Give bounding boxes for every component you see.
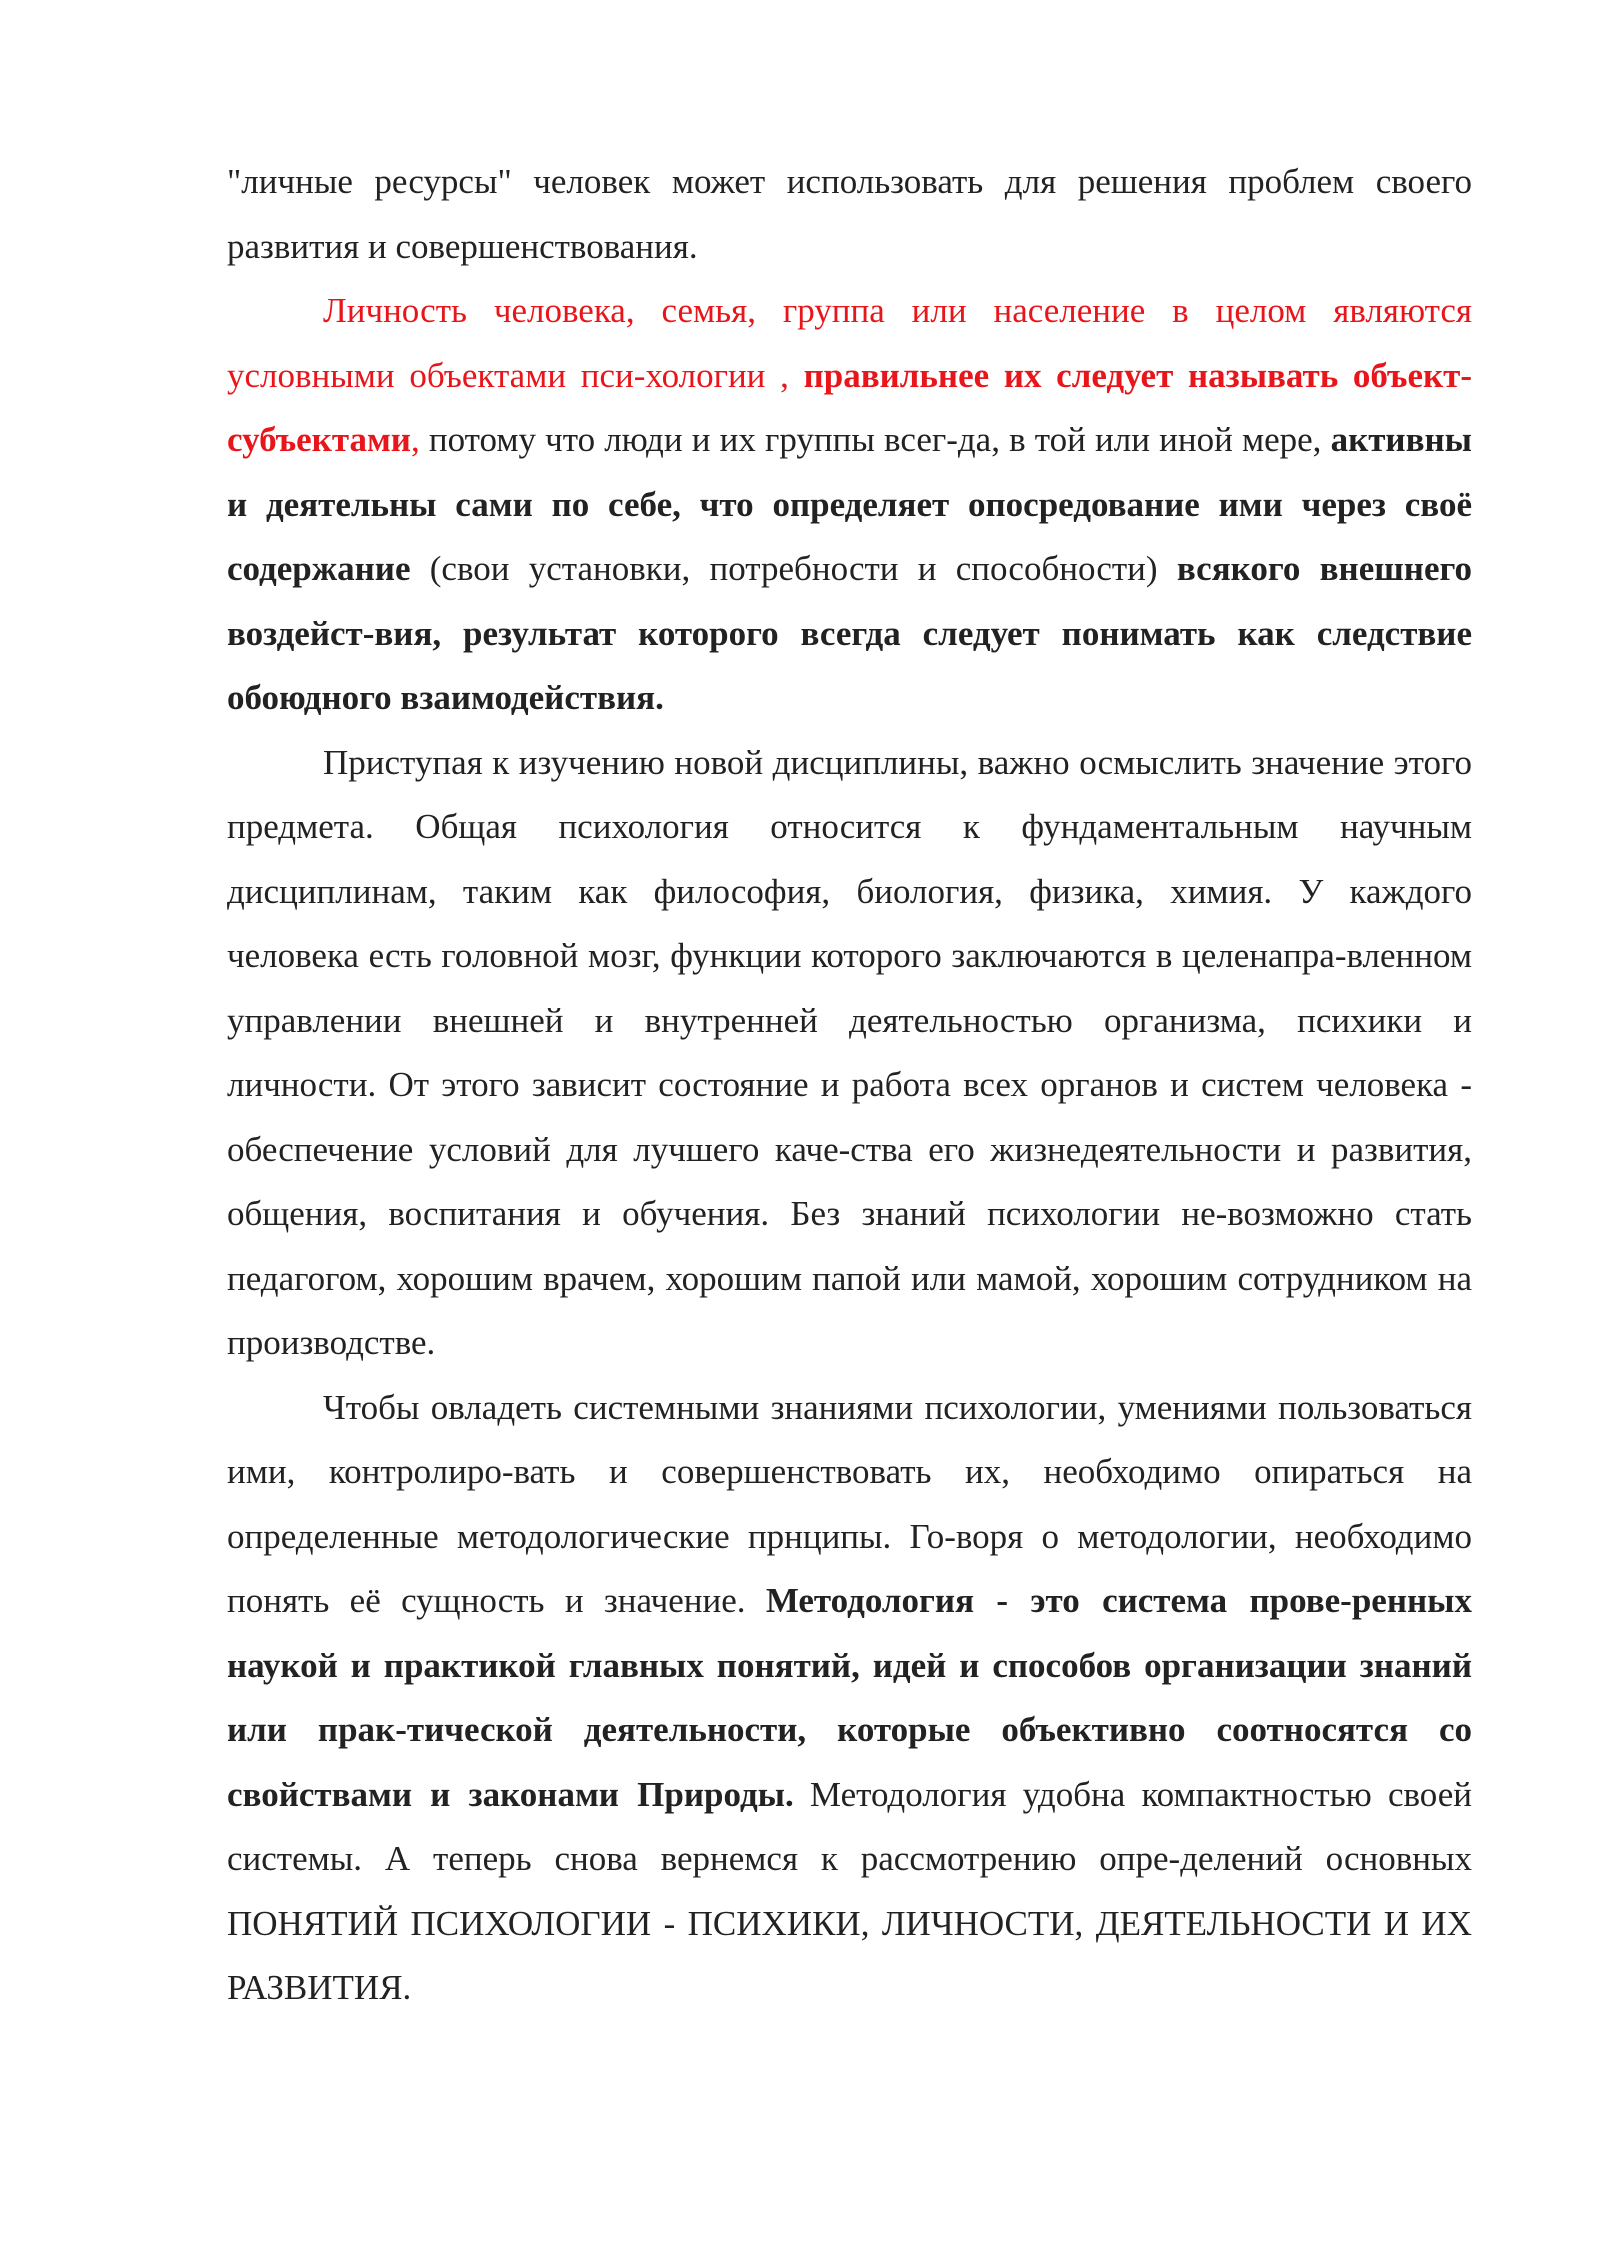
bold-text-active: активны и деятельны сами по себе, что определяет опосредование ими через своё содержание <box>227 420 1472 588</box>
bold-text-interaction: всякого внешнего воздейст-вия, результат которого всегда следует понимать как следствие обоюдного взаимодействия. <box>227 549 1473 717</box>
paragraph-text: потому что люди и их группы всег-да, в той или иной мере, <box>419 420 1322 459</box>
paragraph-methodology <box>227 1376 1472 2021</box>
paragraph-personal-resources <box>227 150 1472 279</box>
paragraph-object-subjects <box>227 279 1472 731</box>
paragraph-text: Чтобы овладеть системными знаниями психологии, умениями пользоваться ими, контролиро-вать и совершенствовать их, необходимо опираться на определенные методологические прнципы. Го-воря о методологии, необходимо понять её сущность и значение. <box>227 1387 1472 1620</box>
paragraph-text: "личные ресурсы" человек может использовать для решения проблем своего развития и совершенствования. <box>227 162 1472 266</box>
document-page <box>227 150 1472 2021</box>
highlighted-text-objects: Личность человека, семья, группа или население в целом являются условными объектами пси-хологии , <box>227 291 1472 395</box>
highlighted-bold-text-object-subjects: правильнее их следует называть объект-субъектами <box>227 355 1473 459</box>
highlighted-comma: , <box>410 420 420 459</box>
bold-text-methodology-definition: Методология - это система прове-ренных наукой и практикой главных понятий, идей и способов организации знаний или прак-тической деятельности, которые объективно соотносятся со свойствами и законами Природы. <box>227 1581 1472 1814</box>
paragraph-discipline-meaning <box>227 731 1472 1376</box>
paragraph-text: Приступая к изучению новой дисциплины, важно осмыслить значение этого предмета. Общая психология относится к фундаментальным научным дисциплинам, таким как философия, биология, физика, химия. У каждого человека есть головной мозг, функции которого заключаются в целенапра-вленном управлении внешней и внутренней деятельностью организма, психики и личности. От этого зависит состояние и работа всех органов и систем человека - обеспечение условий для лучшего каче-ства его жизнедеятельности и развития, общения, воспитания и обучения. Без знаний психологии не-возможно стать педагогом, хорошим врачем, хорошим папой или мамой, хорошим сотрудником на производстве. <box>227 742 1472 1362</box>
paragraph-text: Методология удобна компактностью своей системы. А теперь снова вернемся к рассмотрению опре-делений основных ПОНЯТИЙ ПСИХОЛОГИИ - ПСИХИКИ, ЛИЧНОСТИ, ДЕЯТЕЛЬНОСТИ И ИХ РАЗВИТИЯ. <box>227 1774 1472 2007</box>
paragraph-text: (свои установки, потребности и способности) <box>410 549 1177 588</box>
